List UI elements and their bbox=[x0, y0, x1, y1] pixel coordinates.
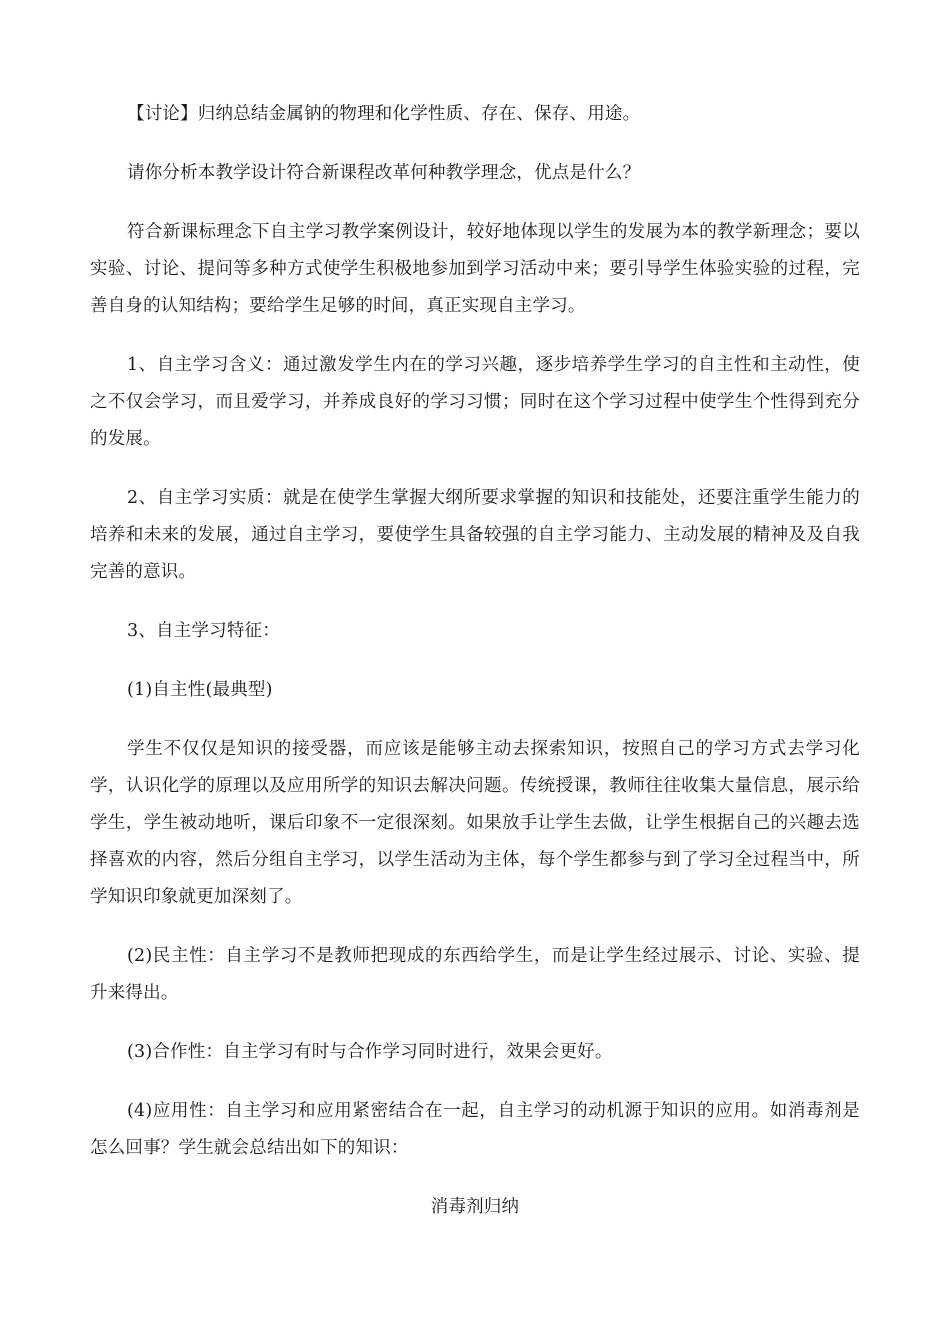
feature-1-heading: (1)自主性(最典型) bbox=[127, 680, 273, 700]
document-page bbox=[90, 96, 860, 1248]
feature-4-paragraph: (4)应用性：自主学习和应用紧密结合在一起，自主学习的动机源于知识的应用。如消毒剂是怎么回事？学生就会总结出如下的知识： bbox=[90, 1101, 860, 1158]
discussion-paragraph: 【讨论】归纳总结金属钠的物理和化学性质、存在、保存、用途。 bbox=[127, 104, 641, 124]
feature-2-paragraph: (2)民主性：自主学习不是教师把现成的东西给学生，而是让学生经过展示、讨论、实验、提升来得出。 bbox=[90, 946, 860, 1003]
question-paragraph: 请你分析本教学设计符合新课程改革何种教学理念，优点是什么？ bbox=[127, 163, 641, 183]
definition-paragraph: 1、自主学习含义：通过激发学生内在的学习兴趣，逐步培养学生学习的自主性和主动性，使之不仅会学习，而且爱学习，并养成良好的学习习惯；同时在这个学习过程中使学生个性得到充分的发展。 bbox=[90, 355, 860, 449]
table-caption: 消毒剂归纳 bbox=[430, 1197, 520, 1217]
features-heading: 3、自主学习特征： bbox=[127, 621, 280, 641]
feature-1-paragraph: 学生不仅仅是知识的接受器，而应该是能够主动去探索知识，按照自己的学习方式去学习化学，认识化学的原理以及应用所学的知识去解决问题。传统授课，教师往往收集大量信息，展示给学生，学生被动地听，课后印象不一定很深刻。如果放手让学生去做，让学生根据自己的兴趣去选择喜欢的内容，然后分组自主学习，以学生活动为主体，每个学生都参与到了学习全过程当中，所学知识印象就更加深刻了。 bbox=[90, 739, 860, 907]
answer-paragraph: 符合新课标理念下自主学习教学案例设计，较好地体现以学生的发展为本的教学新理念；要以实验、讨论、提问等多种方式使学生积极地参加到学习活动中来；要引导学生体验实验的过程，完善自身的认知结构；要给学生足够的时间，真正实现自主学习。 bbox=[90, 222, 860, 316]
feature-3-paragraph: (3)合作性：自主学习有时与合作学习同时进行，效果会更好。 bbox=[127, 1042, 613, 1062]
essence-paragraph: 2、自主学习实质：就是在使学生掌握大纲所要求掌握的知识和技能处，还要注重学生能力的培养和未来的发展，通过自主学习，要使学生具备较强的自主学习能力、主动发展的精神及及自我完善的意识。 bbox=[90, 488, 860, 582]
